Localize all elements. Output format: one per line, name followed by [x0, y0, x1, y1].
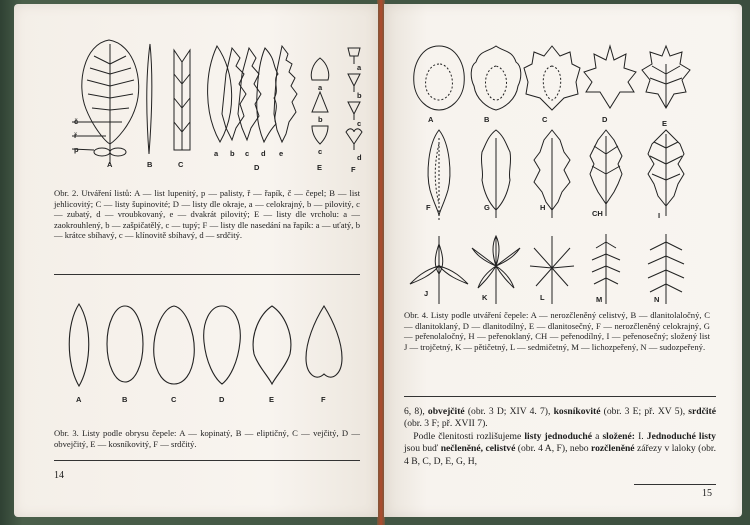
fig4-label-m: M — [596, 295, 603, 304]
fig3-label-e: E — [269, 395, 275, 404]
figure-2-caption: Obr. 2. Utváření listů: A — list lupenitý, p — palisty, ř — řapík, č — čepel; B — list jehlicovitý; C — listy šupinovité; D — listy dle okraje, a — celokrajný, b — pilovitý, c — zubatý, d — vroubkovaný, e — dvakrát pilovitý; E — listy dle vrcholu: a — zaokrouhlený, b — zašpičatělý, c — tupý; F — listy dle nasedání na řapík: a — uťatý, b — krátce sbíhavý, c — klínovitě sbíhavý, d — srdčitý. — [54, 188, 360, 241]
fig4-label-f: F — [426, 203, 431, 212]
left-page — [14, 4, 378, 517]
fig2-sublabel-f-c: c — [357, 119, 362, 128]
fig2-sublabel-d-b: b — [230, 149, 235, 158]
fig2-sublabel-f-a: a — [357, 63, 362, 72]
fig4-label-j: J — [424, 289, 429, 298]
fig2-sublabel-d-e: e — [279, 149, 284, 158]
body-line1-end: (obr. 3 F; př. XVII 7). — [404, 418, 488, 430]
fig2-side-label-r: ř — [74, 131, 77, 140]
fig2-side-label-p: p — [74, 145, 79, 154]
figure-3-caption: Obr. 3. Listy podle obrysu čepele: A — kopinatý, B — eliptičný, C — vejčitý, D — obvejčitý, E — kosníkovitý, F — srdčitý. — [54, 428, 360, 449]
fig4-label-l: L — [540, 293, 545, 302]
figure-4-leaf-division — [384, 4, 742, 304]
fig2-sublabel-d-a: a — [214, 149, 219, 158]
fig2-label-f: F — [351, 165, 356, 174]
fig4-label-c: C — [542, 115, 548, 124]
page-number-right: 15 — [702, 488, 712, 499]
fig2-label-d: D — [254, 163, 260, 172]
fig2-sublabel-e-a: a — [318, 83, 323, 92]
body-line3-pre: I. — [638, 430, 647, 442]
fig2-side-label-c: č — [74, 117, 79, 126]
term-listy-jednoduche: listy jednoduché — [524, 430, 592, 442]
figure-3-leaf-outlines — [14, 294, 378, 414]
fig3-label-a: A — [76, 395, 82, 404]
term-obvejcite: obvejčité — [427, 406, 465, 417]
fig4-label-ch: CH — [592, 209, 603, 218]
figure-2-leaf-types — [14, 4, 378, 184]
body-line3-mid: jsou buď — [404, 443, 441, 455]
fig4-label-a: A — [428, 115, 434, 124]
body-text — [404, 406, 716, 468]
term-srdcite: srdčité — [688, 406, 716, 417]
term-kosnikovite: kosníkovité — [553, 406, 601, 417]
body-line3-end: zářezy v laloky (obr. 4 B, C, D, E, G, H, — [404, 443, 716, 467]
fig4-label-i: I — [658, 211, 661, 220]
figure-4-caption: Obr. 4. Listy podle utváření čepele: A — nerozčleněný celistvý, B — dlanitolaločný, C — dlanitoklaný, D — dlanitodílný, E — dlanitosečný, F — nerozčleněný celokrajný, G — peřenolaločný, H — peřenoklaný, CH — peřenodílný, I — peřenosečný; složený list J — trojčetný, K — pětičetný, L — sedmičetný, M — lichozpeřený, N — sudozpeřený. — [404, 310, 710, 352]
fig4-label-e: E — [662, 119, 668, 128]
fig2-label-c: C — [178, 160, 184, 169]
body-line1-mid: (obr. 3 D; XIV 4. 7), — [464, 406, 554, 417]
fig3-label-f: F — [321, 395, 326, 404]
fig3-label-d: D — [219, 395, 225, 404]
fig4-label-b: B — [484, 115, 490, 124]
right-page — [384, 4, 742, 517]
fig4-label-n: N — [654, 295, 660, 304]
term-neclenene: nečleněné, celistvé — [440, 443, 516, 455]
fig2-sublabel-d-d: d — [261, 149, 266, 158]
fig2-label-e: E — [317, 163, 323, 172]
fig2-sublabel-f-d: d — [357, 153, 362, 162]
fig2-label-b: B — [147, 160, 153, 169]
body-line1-pre: 6, 8), — [404, 406, 428, 417]
fig4-label-h: H — [540, 203, 546, 212]
fig2-sublabel-e-b: b — [318, 115, 323, 124]
fig4-label-k: K — [482, 293, 488, 302]
body-line2-pre: Podle členitosti rozlišujeme — [413, 430, 525, 442]
fig3-label-c: C — [171, 395, 177, 404]
page-number-left: 14 — [54, 470, 64, 481]
fig4-label-g: G — [484, 203, 490, 212]
body-line2-and: a — [591, 430, 603, 442]
term-jednoduche-listy: Jednoduché listy — [646, 430, 716, 442]
fig2-label-a: A — [107, 160, 113, 169]
fig3-divider — [54, 460, 360, 461]
body-line3-post: (obr. 4 A, F), nebo — [515, 443, 592, 455]
fig2-sublabel-f-b: b — [357, 91, 362, 100]
term-slozene: složené: — [602, 430, 635, 442]
fig4-divider — [404, 396, 716, 397]
fig2-sublabel-d-c: c — [245, 149, 250, 158]
fig2-divider — [54, 274, 360, 275]
fig4-label-d: D — [602, 115, 608, 124]
body-line1-post: (obr. 3 E; př. XV 5), — [600, 406, 689, 417]
term-rozclenene: rozčleněné — [591, 443, 635, 455]
fig3-label-b: B — [122, 395, 128, 404]
footer-rule-right — [634, 484, 716, 485]
fig2-sublabel-e-c: c — [318, 147, 323, 156]
